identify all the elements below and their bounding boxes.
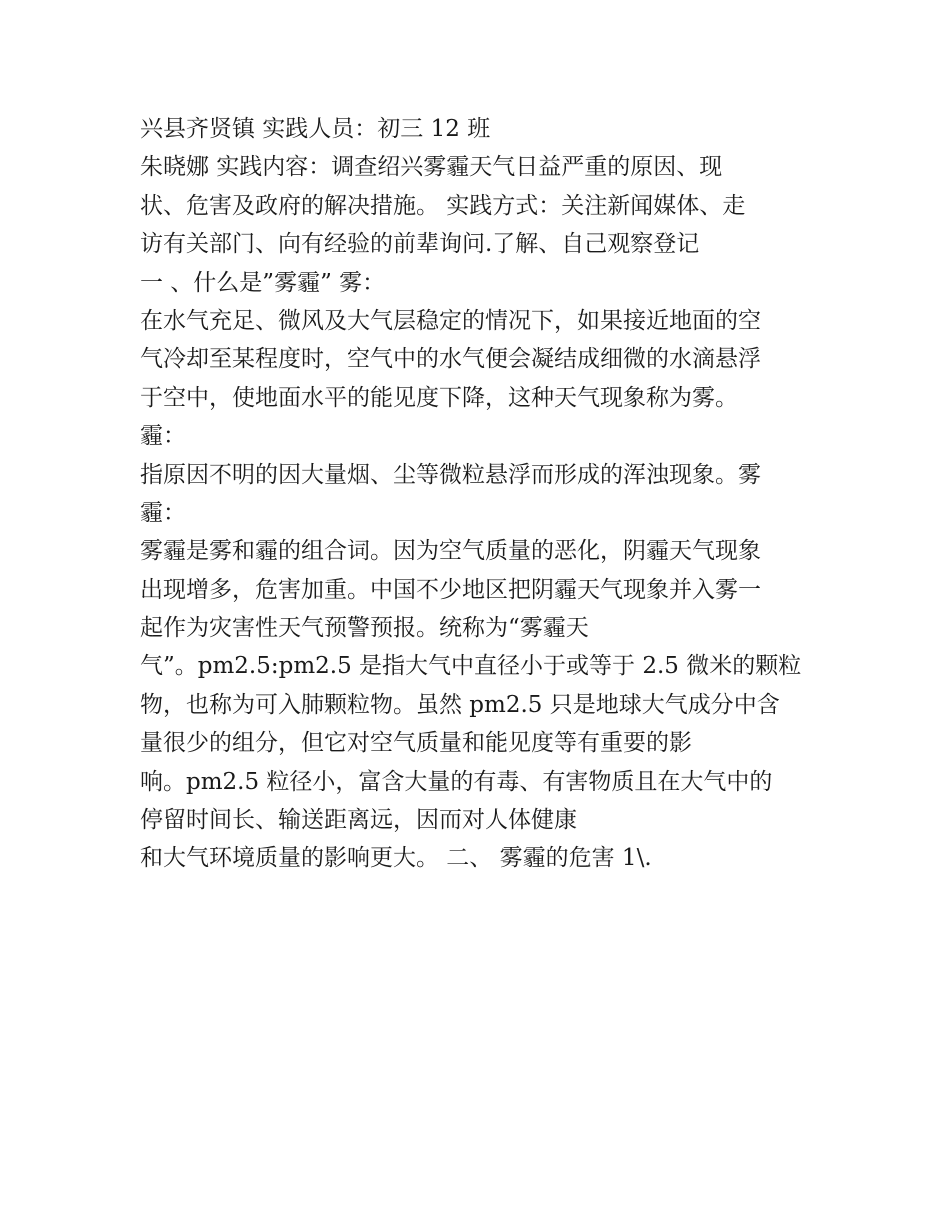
text-line: 于空中，使地面水平的能见度下降，这种天气现象称为雾。 (140, 384, 738, 411)
text-line: 指原因不明的因大量烟、尘等微粒悬浮而形成的浑浊现象。雾 (140, 461, 761, 488)
term-label-line: 霾： (140, 423, 186, 450)
text-line: 气”。pm2.5:pm2.5 是指大气中直径小于或等于 2.5 微米的颗粒 (140, 653, 802, 680)
text-line: 物，也称为可入肺颗粒物。虽然 pm2.5 只是地球大气成分中含 (140, 691, 780, 718)
document-page (140, 110, 820, 878)
text-line: 访有关部门、向有经验的前辈询问.了解、自己观察登记 (140, 231, 700, 258)
text-line: 起作为灾害性天气预警预报。统称为“雾霾天 (140, 615, 589, 642)
text-line: 和大气环境质量的影响更大。 二、 雾霾的危害 1\. (140, 845, 652, 872)
text-line: 气冷却至某程度时，空气中的水气便会凝结成细微的水滴悬浮 (140, 346, 761, 373)
text-line: 兴县齐贤镇 实践人员：初三 12 班 (140, 116, 491, 142)
text-line: 雾霾是雾和霾的组合词。因为空气质量的恶化，阴霾天气现象 (140, 538, 761, 565)
section-heading-line: 一 、什么是”雾霾” 雾： (140, 269, 386, 296)
text-line: 在水气充足、微风及大气层稳定的情况下，如果接近地面的空 (140, 307, 761, 334)
text-line: 量很少的组分，但它对空气质量和能见度等有重要的影 (140, 730, 692, 757)
text-line: 状、危害及政府的解决措施。 实践方式：关注新闻媒体、走 (140, 192, 746, 219)
text-line: 停留时间长、输送距离远，因而对人体健康 (140, 807, 577, 834)
text-line: 出现增多，危害加重。中国不少地区把阴霾天气现象并入雾一 (140, 576, 761, 603)
text-line: 响。pm2.5 粒径小，富含大量的有毒、有害物质且在大气中的 (140, 768, 773, 795)
term-label-line: 霾： (140, 499, 186, 526)
text-line: 朱晓娜 实践内容：调查绍兴雾霾天气日益严重的原因、现 (140, 154, 723, 181)
